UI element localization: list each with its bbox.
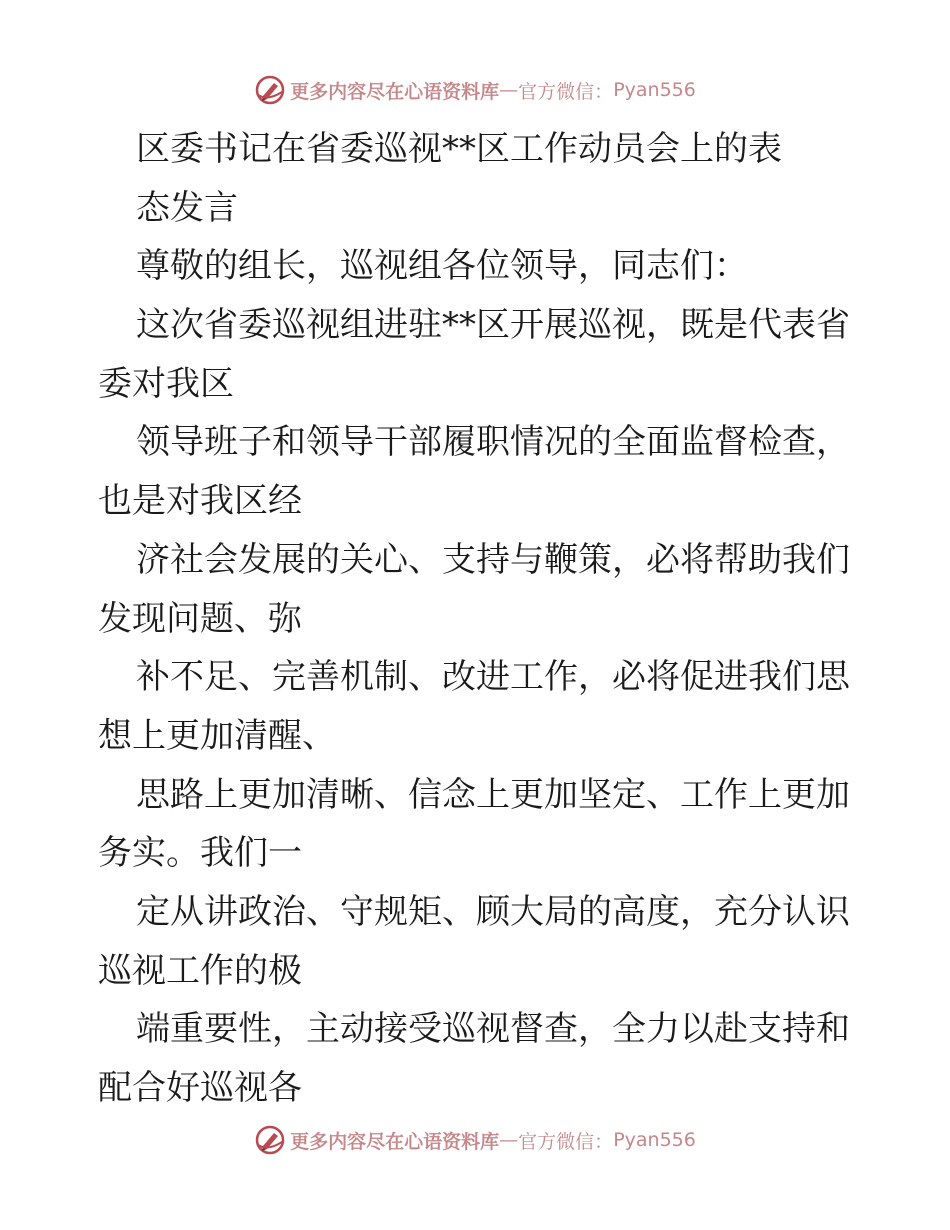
body-line: 端重要性，主动接受巡视督查，全力以赴支持和 (136, 1009, 850, 1050)
footer-dash: — (499, 1129, 519, 1151)
body-line: 思路上更加清晰、信念上更加坚定、工作上更加 (136, 774, 850, 815)
document-title-line-1: 区委书记在省委巡视**区工作动员会上的表 (136, 129, 782, 169)
header-brand-text: 更多内容尽在心语资料库 (290, 80, 500, 103)
footer-brand-text: 更多内容尽在心语资料库 (290, 1130, 500, 1153)
body-line: 委对我区 (98, 363, 234, 404)
salutation: 尊敬的组长，巡视组各位领导，同志们： (136, 246, 748, 287)
document-title-line-2: 态发言 (136, 187, 238, 228)
body-line: 这次省委巡视组进驻**区开展巡视，既是代表省 (136, 305, 850, 346)
pen-circle-logo-icon (254, 1124, 286, 1156)
header-contact-label: 官方微信： (518, 80, 614, 103)
body-line: 领导班子和领导干部履职情况的全面监督检查， (136, 422, 850, 463)
pen-circle-logo-icon (254, 74, 286, 106)
body-line: 也是对我区经 (98, 481, 302, 522)
footer-banner (0, 1122, 950, 1158)
body-line: 务实。我们一 (98, 833, 302, 874)
footer-wechat-id: Pyan556 (613, 1129, 696, 1151)
document-body (98, 120, 858, 1118)
body-line: 定从讲政治、守规矩、顾大局的高度，充分认识 (136, 891, 850, 932)
footer-contact-label: 官方微信： (518, 1130, 614, 1153)
header-banner (0, 72, 950, 108)
body-line: 补不足、完善机制、改进工作，必将促进我们思 (136, 657, 850, 698)
body-line: 发现问题、弥 (98, 598, 302, 639)
body-line: 巡视工作的极 (98, 950, 302, 991)
body-line: 济社会发展的关心、支持与鞭策，必将帮助我们 (136, 539, 850, 580)
body-line: 配合好巡视各 (98, 1068, 302, 1108)
body-line: 想上更加清醒、 (98, 715, 336, 756)
header-dash: — (499, 79, 519, 101)
header-wechat-id: Pyan556 (613, 79, 696, 101)
